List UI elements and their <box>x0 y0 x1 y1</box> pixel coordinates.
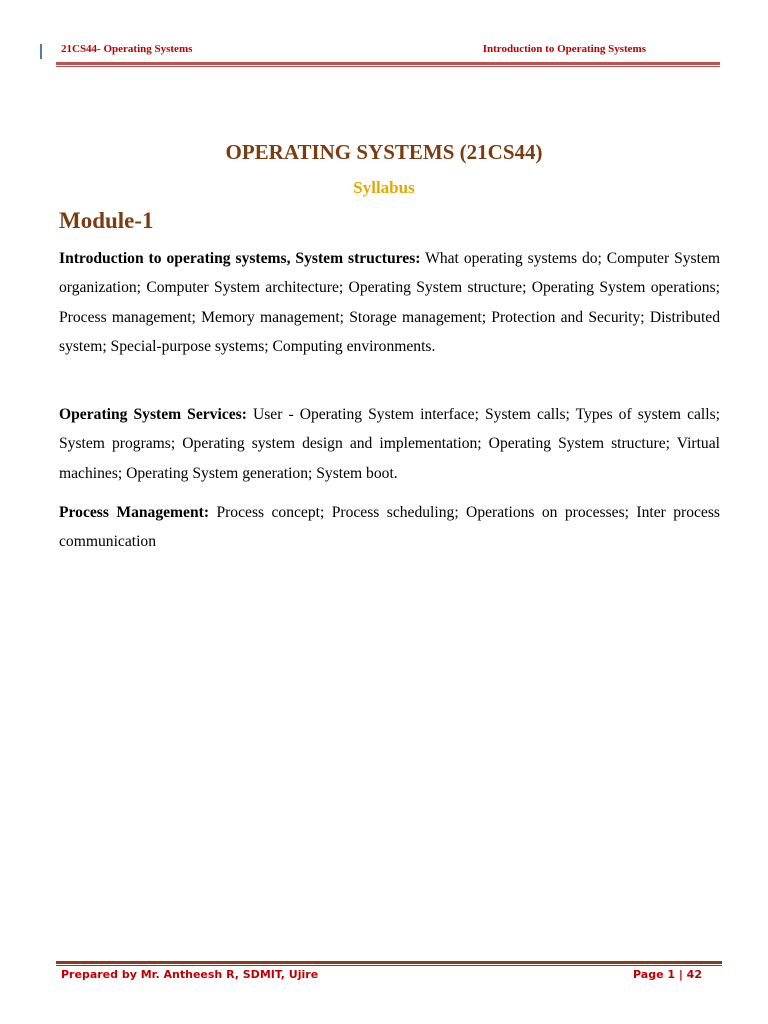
paragraph-body: Process concept; Process scheduling; Operations on processes; Inter process communication <box>59 504 720 551</box>
footer-page-number: Page 1 | 42 <box>633 968 702 981</box>
paragraph-heading: Introduction to operating systems, System structures: <box>59 250 421 267</box>
footer-divider-thin <box>56 965 722 966</box>
module-heading: Module-1 <box>59 208 154 233</box>
syllabus-paragraph-services <box>59 400 720 488</box>
header-divider-thin <box>56 66 720 67</box>
header-chapter-title: Introduction to Operating Systems <box>482 43 646 55</box>
syllabus-paragraph-intro <box>59 244 720 361</box>
header-accent-bar <box>40 44 42 59</box>
footer-author: Prepared by Mr. Antheesh R, SDMIT, Ujire <box>61 968 319 981</box>
paragraph-heading: Operating System Services: <box>59 406 247 423</box>
document-subtitle: Syllabus <box>353 178 415 197</box>
document-title: OPERATING SYSTEMS (21CS44) <box>225 140 543 164</box>
paragraph-body: User - Operating System interface; System calls; Types of system calls; System programs; Operating system design and implementation; Operating System structure; Virtual machines; Operating System generation; System boot. <box>59 406 720 482</box>
paragraph-heading: Process Management: <box>59 504 210 521</box>
header-course-code: 21CS44- Operating Systems <box>61 43 193 55</box>
paragraph-body: What operating systems do; Computer System organization; Computer System architecture; Operating System structure; Operating System operations; Process management; Memory management; Storage management; Protection and Security; Distributed system; Special-purpose systems; Computing environments. <box>59 250 721 355</box>
header-divider <box>56 62 720 65</box>
footer-divider <box>56 961 722 964</box>
syllabus-paragraph-process <box>59 498 720 557</box>
